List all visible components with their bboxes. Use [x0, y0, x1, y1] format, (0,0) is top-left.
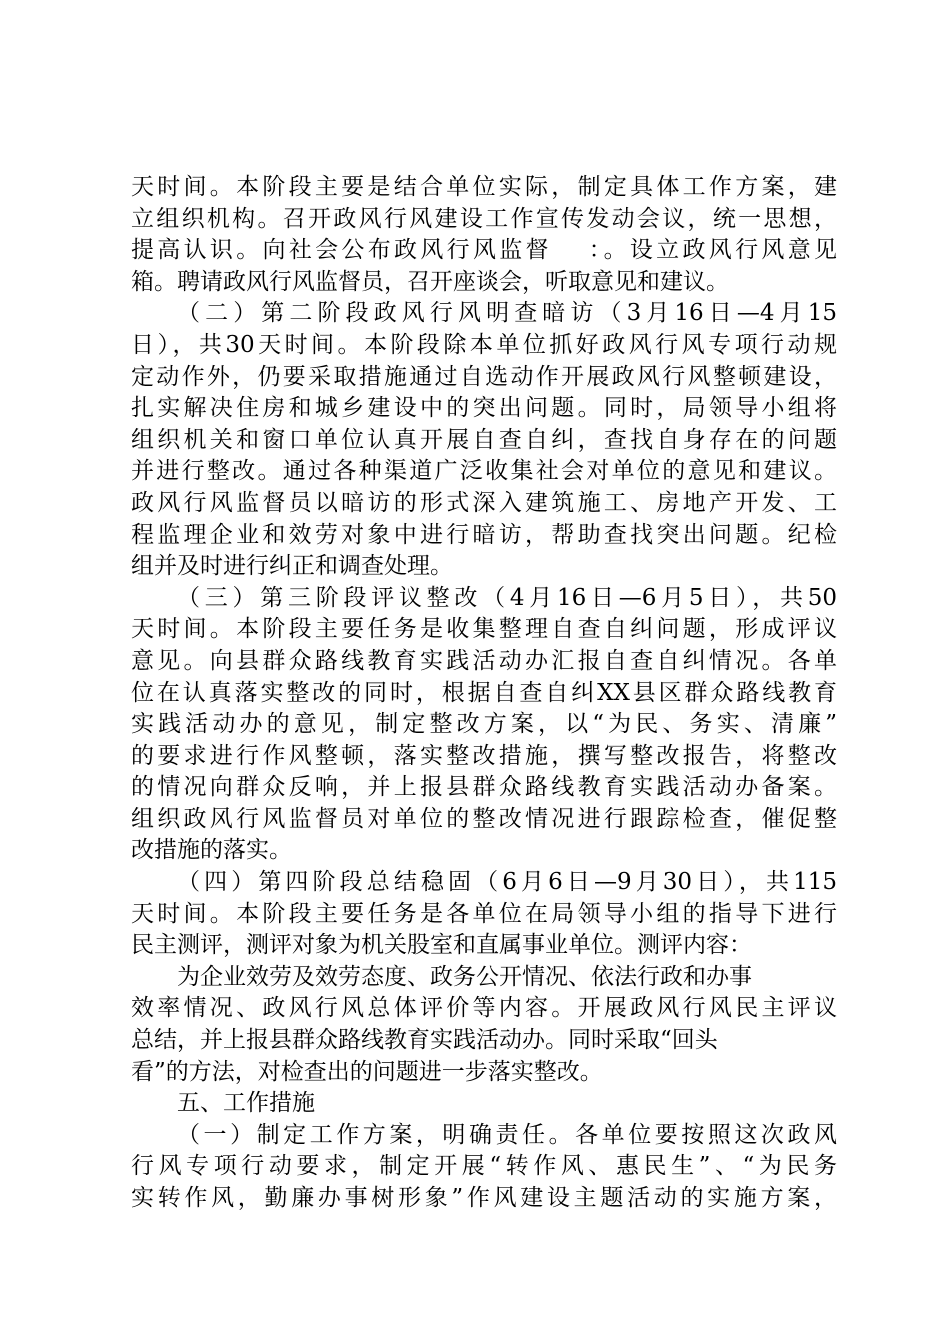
text-line: 实转作风，勤廉办事树形象”作风建设主题活动的实施方案，	[131, 1185, 837, 1211]
text-line: 提高认识。向社会公布政风行风监督 ：。设立政风行风意见	[131, 237, 837, 264]
text-line: 立组织机构。召开政风行风建设工作宣传发动会议，统一思想，	[131, 205, 837, 232]
text-line: 行风专项行动要求，制定开展“转作风、惠民生”、“为民务	[131, 1153, 837, 1180]
text-line: （一）制定工作方案，明确责任。各单位要按照这次政风	[177, 1121, 837, 1148]
text-line: 天时间。本阶段主要任务是收集整理自查自纠问题，形成评议	[131, 616, 837, 643]
text-line: （四）第四阶段总结稳固（6月6日—9月30日），共115	[177, 869, 837, 896]
text-line: 总结，并上报县群众路线教育实践活动办。同时采取“回头	[131, 1027, 718, 1054]
text-line: 政风行风监督员以暗访的形式深入建筑施工、房地产开发、工	[131, 489, 837, 516]
text-line: 组织机关和窗口单位认真开展自查自纠，查找自身存在的问题	[131, 426, 837, 453]
text-line: 组织政风行风监督员对单位的整改情况进行跟踪检查，催促整	[131, 805, 837, 832]
section-heading: 五、工作措施	[177, 1090, 315, 1117]
text-line: 改措施的落实。	[131, 837, 292, 864]
text-line: 为企业效劳及效劳态度、政务公开情况、依法行政和办事	[177, 963, 752, 990]
text-line: 日），共30天时间。本阶段除本单位抓好政风行风专项行动规	[131, 331, 837, 358]
text-line: 天时间。本阶段主要是结合单位实际，制定具体工作方案，建	[131, 174, 837, 200]
body-text	[131, 172, 837, 1215]
text-line: 天时间。本阶段主要任务是各单位在局领导小组的指导下进行	[131, 900, 837, 927]
text-line: 看”的方法，对检查出的问题进一步落实整改。	[131, 1058, 603, 1085]
text-line: 的情况向群众反响，并上报县群众路线教育实践活动办备案。	[131, 774, 837, 801]
text-line: 民主测评，测评对象为机关股室和直属事业单位。测评内容：	[131, 932, 752, 959]
text-line: 组并及时进行纠正和调查处理。	[131, 553, 453, 580]
text-line: 并进行整改。通过各种渠道广泛收集社会对单位的意见和建议。	[131, 458, 837, 485]
text-line: 的要求进行作风整顿，落实整改措施，撰写整改报告，将整改	[131, 742, 837, 769]
text-line: 效率情况、政风行风总体评价等内容。开展政风行风民主评议	[131, 995, 837, 1022]
text-line: 实践活动办的意见，制定整改方案，以“为民、务实、清廉”	[131, 711, 837, 738]
text-line: 箱。聘请政风行风监督员，召开座谈会，听取意见和建议。	[131, 268, 729, 295]
text-line: 定动作外，仍要采取措施通过自选动作开展政风行风整顿建设，	[131, 363, 837, 390]
text-line: 程监理企业和效劳对象中进行暗访，帮助查找突出问题。纪检	[131, 521, 837, 548]
text-line: 意见。向县群众路线教育实践活动办汇报自查自纠情况。各单	[131, 647, 837, 674]
text-line: （三）第三阶段评议整改（4月16日—6月5日），共50	[177, 584, 837, 611]
text-line: （二）第二阶段政风行风明查暗访（3月16日—4月15	[177, 300, 837, 327]
text-line: 位在认真落实整改的同时，根据自查自纠XX县区群众路线教育	[131, 679, 837, 706]
text-line: 扎实解决住房和城乡建设中的突出问题。同时，局领导小组将	[131, 395, 837, 422]
